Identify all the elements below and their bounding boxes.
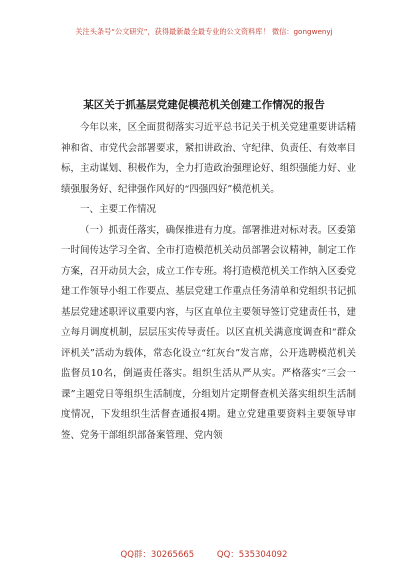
footer-qq: QQ：535304092 (216, 550, 288, 560)
section-heading: 一、主要工作情况 (80, 204, 157, 215)
header-promo-note: 关注头条号“公文研究”，获得最新最全最专业的公文资料库！ 微信：gongwenyj (75, 27, 333, 36)
footer-qq-group: QQ群：30265665 (120, 550, 195, 560)
body-paragraph: 今年以来，区全面贯彻落实习近平总书记关于机关党建重要讲话精神和省、市党代会部署要求，紧扣讲政治、守纪律、负责任、有效率目标，主动谋划、积极作为，全力打造政治强理论好、组织强能力好、业绩强服务好、纪律强作风好的“四强四好”模范机关。 (61, 122, 356, 195)
document-body (61, 118, 356, 446)
body-paragraph: （一）抓责任落实，确保推进有力度。部署推进对标对表。区委第一时间传达学习全省、全市打造模范机关动员部署会议精神，制定工作方案，召开动员大会，成立工作专班。将打造模范机关工作纳入区委党建工作领导小组工作要点、基层党建工作重点任务清单和党组织书记抓基层党建述职评议重要内容，与区直单位主要领导签订党建责任书，建立每月调度机制，层层压实传导责任。以区直机关满意度调查和“群众评机关”活动为载体，常态化设立“红灰台”发言席，公开选聘模范机关监督员10名，倒逼责任落实。组织生活从严从实。严格落实“三会一课”主题党日等组织生活制度，分组划片定期督查机关落实组织生活制度情况，下发组织生活督查通报4期。建立党建重要资料主要领导审签、党务干部组织部备案管理、党内领 (61, 224, 356, 441)
document-title: 某区关于抓基层党建促模范机关创建工作情况的报告 (83, 99, 325, 111)
footer-contact (0, 548, 408, 560)
